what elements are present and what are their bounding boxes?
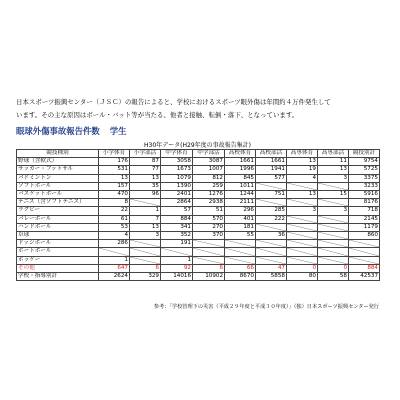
value-cell: 0 (287, 264, 318, 272)
value-cell: 15 (318, 191, 349, 199)
value-cell: 2938 (193, 199, 225, 207)
empty-cell (287, 199, 318, 207)
value-cell: 1011 (225, 182, 256, 190)
empty-cell (318, 215, 349, 223)
sport-name-cell: ボートボール (17, 248, 99, 256)
value-cell: 270 (193, 223, 225, 231)
value-cell: 3 (287, 207, 318, 215)
value-cell: 13 (130, 174, 161, 182)
value-cell: 812 (193, 174, 225, 182)
sport-name-cell: バスケットボール (17, 191, 99, 199)
empty-cell (318, 199, 349, 207)
value-cell: 4 (99, 232, 130, 240)
value-cell: 259 (193, 182, 225, 190)
value-cell: 10902 (193, 273, 225, 281)
empty-cell (256, 223, 287, 231)
value-cell: 13 (318, 166, 349, 174)
empty-cell (349, 248, 380, 256)
sport-name-cell: 卓球 (17, 232, 99, 240)
value-cell: 13 (287, 191, 318, 199)
table-row (17, 207, 380, 215)
value-cell: 647 (99, 264, 130, 272)
value-cell: 51 (193, 207, 225, 215)
header-cell: 競技別計 (349, 150, 380, 158)
sport-name-cell: 野球（含軟式） (17, 158, 99, 166)
value-cell: 1 (161, 256, 193, 264)
value-cell: 718 (349, 207, 380, 215)
empty-cell (318, 232, 349, 240)
empty-cell (318, 182, 349, 190)
table-row (17, 264, 380, 272)
value-cell: 22 (99, 207, 130, 215)
header-cell: 競技種別 (17, 150, 99, 158)
empty-cell (193, 240, 225, 248)
header-cell: 小学部活 (130, 150, 161, 158)
empty-cell (318, 240, 349, 248)
intro-line-1: 日本スポーツ振興センター（ＪＳＣ）の報告によると、学校におけるスポーツ眼外傷は年間約４万件発生して (16, 98, 331, 106)
table-body (17, 158, 380, 281)
value-cell: 1390 (161, 182, 193, 190)
table-row (17, 199, 380, 207)
empty-cell (193, 256, 225, 264)
value-cell: 285 (256, 207, 287, 215)
value-cell: 884 (161, 215, 193, 223)
value-cell: 370 (193, 232, 225, 240)
header-cell: 高専体育 (287, 150, 318, 158)
section-heading (16, 125, 127, 137)
table-row (17, 182, 380, 190)
value-cell: 8176 (349, 199, 380, 207)
value-cell: 329 (130, 273, 161, 281)
table-row (17, 232, 380, 240)
table-row (17, 215, 380, 223)
value-cell: 1276 (193, 191, 225, 199)
empty-cell (318, 256, 349, 264)
header-cell: 小学体育 (99, 150, 130, 158)
value-cell: 13 (130, 223, 161, 231)
empty-cell (349, 240, 380, 248)
sport-name-cell: ホッケー (17, 256, 99, 264)
value-cell: 1 (130, 207, 161, 215)
value-cell: 42537 (349, 273, 380, 281)
value-cell: 157 (99, 182, 130, 190)
value-cell: 5916 (349, 191, 380, 199)
value-cell: 845 (225, 174, 256, 182)
header-cell: 高校体育 (225, 150, 256, 158)
table-row (17, 166, 380, 174)
value-cell: 8670 (225, 273, 256, 281)
empty-cell (349, 256, 380, 264)
empty-cell (256, 248, 287, 256)
value-cell: 570 (193, 215, 225, 223)
value-cell: 5725 (349, 166, 380, 174)
value-cell: 77 (130, 166, 161, 174)
sport-name-cell: テニス（含ソフトテニス） (17, 199, 99, 207)
intro-line-2: います。その主な原因はボール・バット等が当たる、他者と接触、転倒・落下、となっています。 (16, 111, 299, 119)
value-cell: 36 (256, 232, 287, 240)
table-row (17, 191, 380, 199)
value-cell: 1996 (225, 166, 256, 174)
empty-cell (130, 199, 161, 207)
empty-cell (256, 182, 287, 190)
value-cell: 3058 (161, 158, 193, 166)
value-cell: 470 (99, 191, 130, 199)
empty-cell (287, 182, 318, 190)
heading-title: 眼球外傷事故報告件数 (16, 126, 100, 136)
caption-sub: (H29年度の事故報告集計) (180, 142, 251, 149)
value-cell: 401 (225, 215, 256, 223)
value-cell: 341 (161, 223, 193, 231)
empty-cell (287, 215, 318, 223)
empty-cell (130, 256, 161, 264)
empty-cell (161, 248, 193, 256)
value-cell: 352 (161, 232, 193, 240)
value-cell: 286 (99, 240, 130, 248)
value-cell: 47 (256, 264, 287, 272)
empty-cell (256, 199, 287, 207)
value-cell: 1179 (349, 223, 380, 231)
caption-main: H30年データ (144, 142, 181, 149)
value-cell: 58 (318, 273, 349, 281)
value-cell: 6 (193, 264, 225, 272)
value-cell: 2145 (349, 215, 380, 223)
sport-name-cell: ハンドボール (17, 223, 99, 231)
value-cell: 531 (99, 166, 130, 174)
header-cell: 高専部活 (318, 150, 349, 158)
value-cell: 1007 (193, 166, 225, 174)
heading-subtitle: 学生 (109, 126, 127, 136)
empty-cell (287, 240, 318, 248)
value-cell: 1673 (161, 166, 193, 174)
value-cell: 296 (225, 207, 256, 215)
value-cell: 7 (130, 215, 161, 223)
empty-cell (287, 248, 318, 256)
value-cell: 2864 (161, 199, 193, 207)
empty-cell (193, 248, 225, 256)
value-cell: 3 (318, 174, 349, 182)
value-cell: 53 (99, 223, 130, 231)
value-cell: 80 (287, 273, 318, 281)
sport-name-cell: ラグビー (17, 207, 99, 215)
value-cell: 61 (99, 215, 130, 223)
value-cell: 0 (318, 264, 349, 272)
value-cell: 9754 (349, 158, 380, 166)
empty-cell (130, 240, 161, 248)
value-cell: 55 (225, 232, 256, 240)
value-cell: 87 (130, 158, 161, 166)
header-cell: 中学部活 (193, 150, 225, 158)
table-row (17, 256, 380, 264)
value-cell: 1244 (225, 191, 256, 199)
reference-note: 参考：「学校管理下の災害（平成２９年度と平成３０年度）」（独）日本スポーツ振興センター発行 (153, 304, 379, 310)
empty-cell (225, 248, 256, 256)
empty-cell (287, 232, 318, 240)
value-cell: 1 (99, 256, 130, 264)
empty-cell (318, 223, 349, 231)
value-cell: 66 (225, 264, 256, 272)
table-row (17, 158, 380, 166)
accident-table (16, 149, 380, 281)
value-cell: 1661 (256, 158, 287, 166)
table-row (17, 240, 380, 248)
header-cell: 中学体育 (161, 150, 193, 158)
value-cell: 176 (99, 158, 130, 166)
value-cell: 191 (161, 240, 193, 248)
value-cell: 8 (99, 199, 130, 207)
empty-cell (318, 248, 349, 256)
sport-name-cell: バレーボール (17, 215, 99, 223)
value-cell: 751 (256, 191, 287, 199)
empty-cell (130, 248, 161, 256)
value-cell: 92 (161, 264, 193, 272)
value-cell: 860 (349, 232, 380, 240)
empty-cell (256, 256, 287, 264)
table-row (17, 174, 380, 182)
value-cell: 2401 (161, 191, 193, 199)
value-cell: 6 (130, 264, 161, 272)
value-cell: 1661 (225, 158, 256, 166)
sport-name-cell: その他 (17, 264, 99, 272)
sport-name-cell: バドミントン (17, 174, 99, 182)
sport-name-cell: 学校・指導別計 (17, 273, 99, 281)
empty-cell (225, 256, 256, 264)
value-cell: 181 (225, 223, 256, 231)
value-cell: 57 (161, 207, 193, 215)
value-cell: 19 (287, 166, 318, 174)
value-cell: 3233 (349, 182, 380, 190)
sport-name-cell: ドッジボール (17, 240, 99, 248)
sport-name-cell: サッカー・フットサル (17, 166, 99, 174)
value-cell: 96 (130, 191, 161, 199)
value-cell: 2624 (99, 273, 130, 281)
value-cell: 884 (349, 264, 380, 272)
header-cell: 高校部活 (256, 150, 287, 158)
value-cell: 3087 (193, 158, 225, 166)
value-cell: 3375 (349, 174, 380, 182)
empty-cell (99, 248, 130, 256)
table-row (17, 223, 380, 231)
table-header-row (17, 150, 380, 158)
value-cell: 14016 (161, 273, 193, 281)
empty-cell (287, 256, 318, 264)
value-cell: 3 (318, 207, 349, 215)
empty-cell (225, 240, 256, 248)
value-cell: 1079 (161, 174, 193, 182)
value-cell: 3 (130, 232, 161, 240)
empty-cell (256, 240, 287, 248)
value-cell: 35 (130, 182, 161, 190)
value-cell: 1941 (256, 166, 287, 174)
value-cell: 13 (287, 158, 318, 166)
value-cell: 4 (287, 174, 318, 182)
value-cell: 5858 (256, 273, 287, 281)
value-cell: 13 (99, 174, 130, 182)
table-row (17, 273, 380, 281)
intro-paragraph (16, 96, 388, 122)
value-cell: 577 (256, 174, 287, 182)
value-cell: 2111 (225, 199, 256, 207)
empty-cell (287, 223, 318, 231)
value-cell: 222 (256, 215, 287, 223)
table-row (17, 248, 380, 256)
sport-name-cell: ソフトボール (17, 182, 99, 190)
value-cell: 11 (318, 158, 349, 166)
